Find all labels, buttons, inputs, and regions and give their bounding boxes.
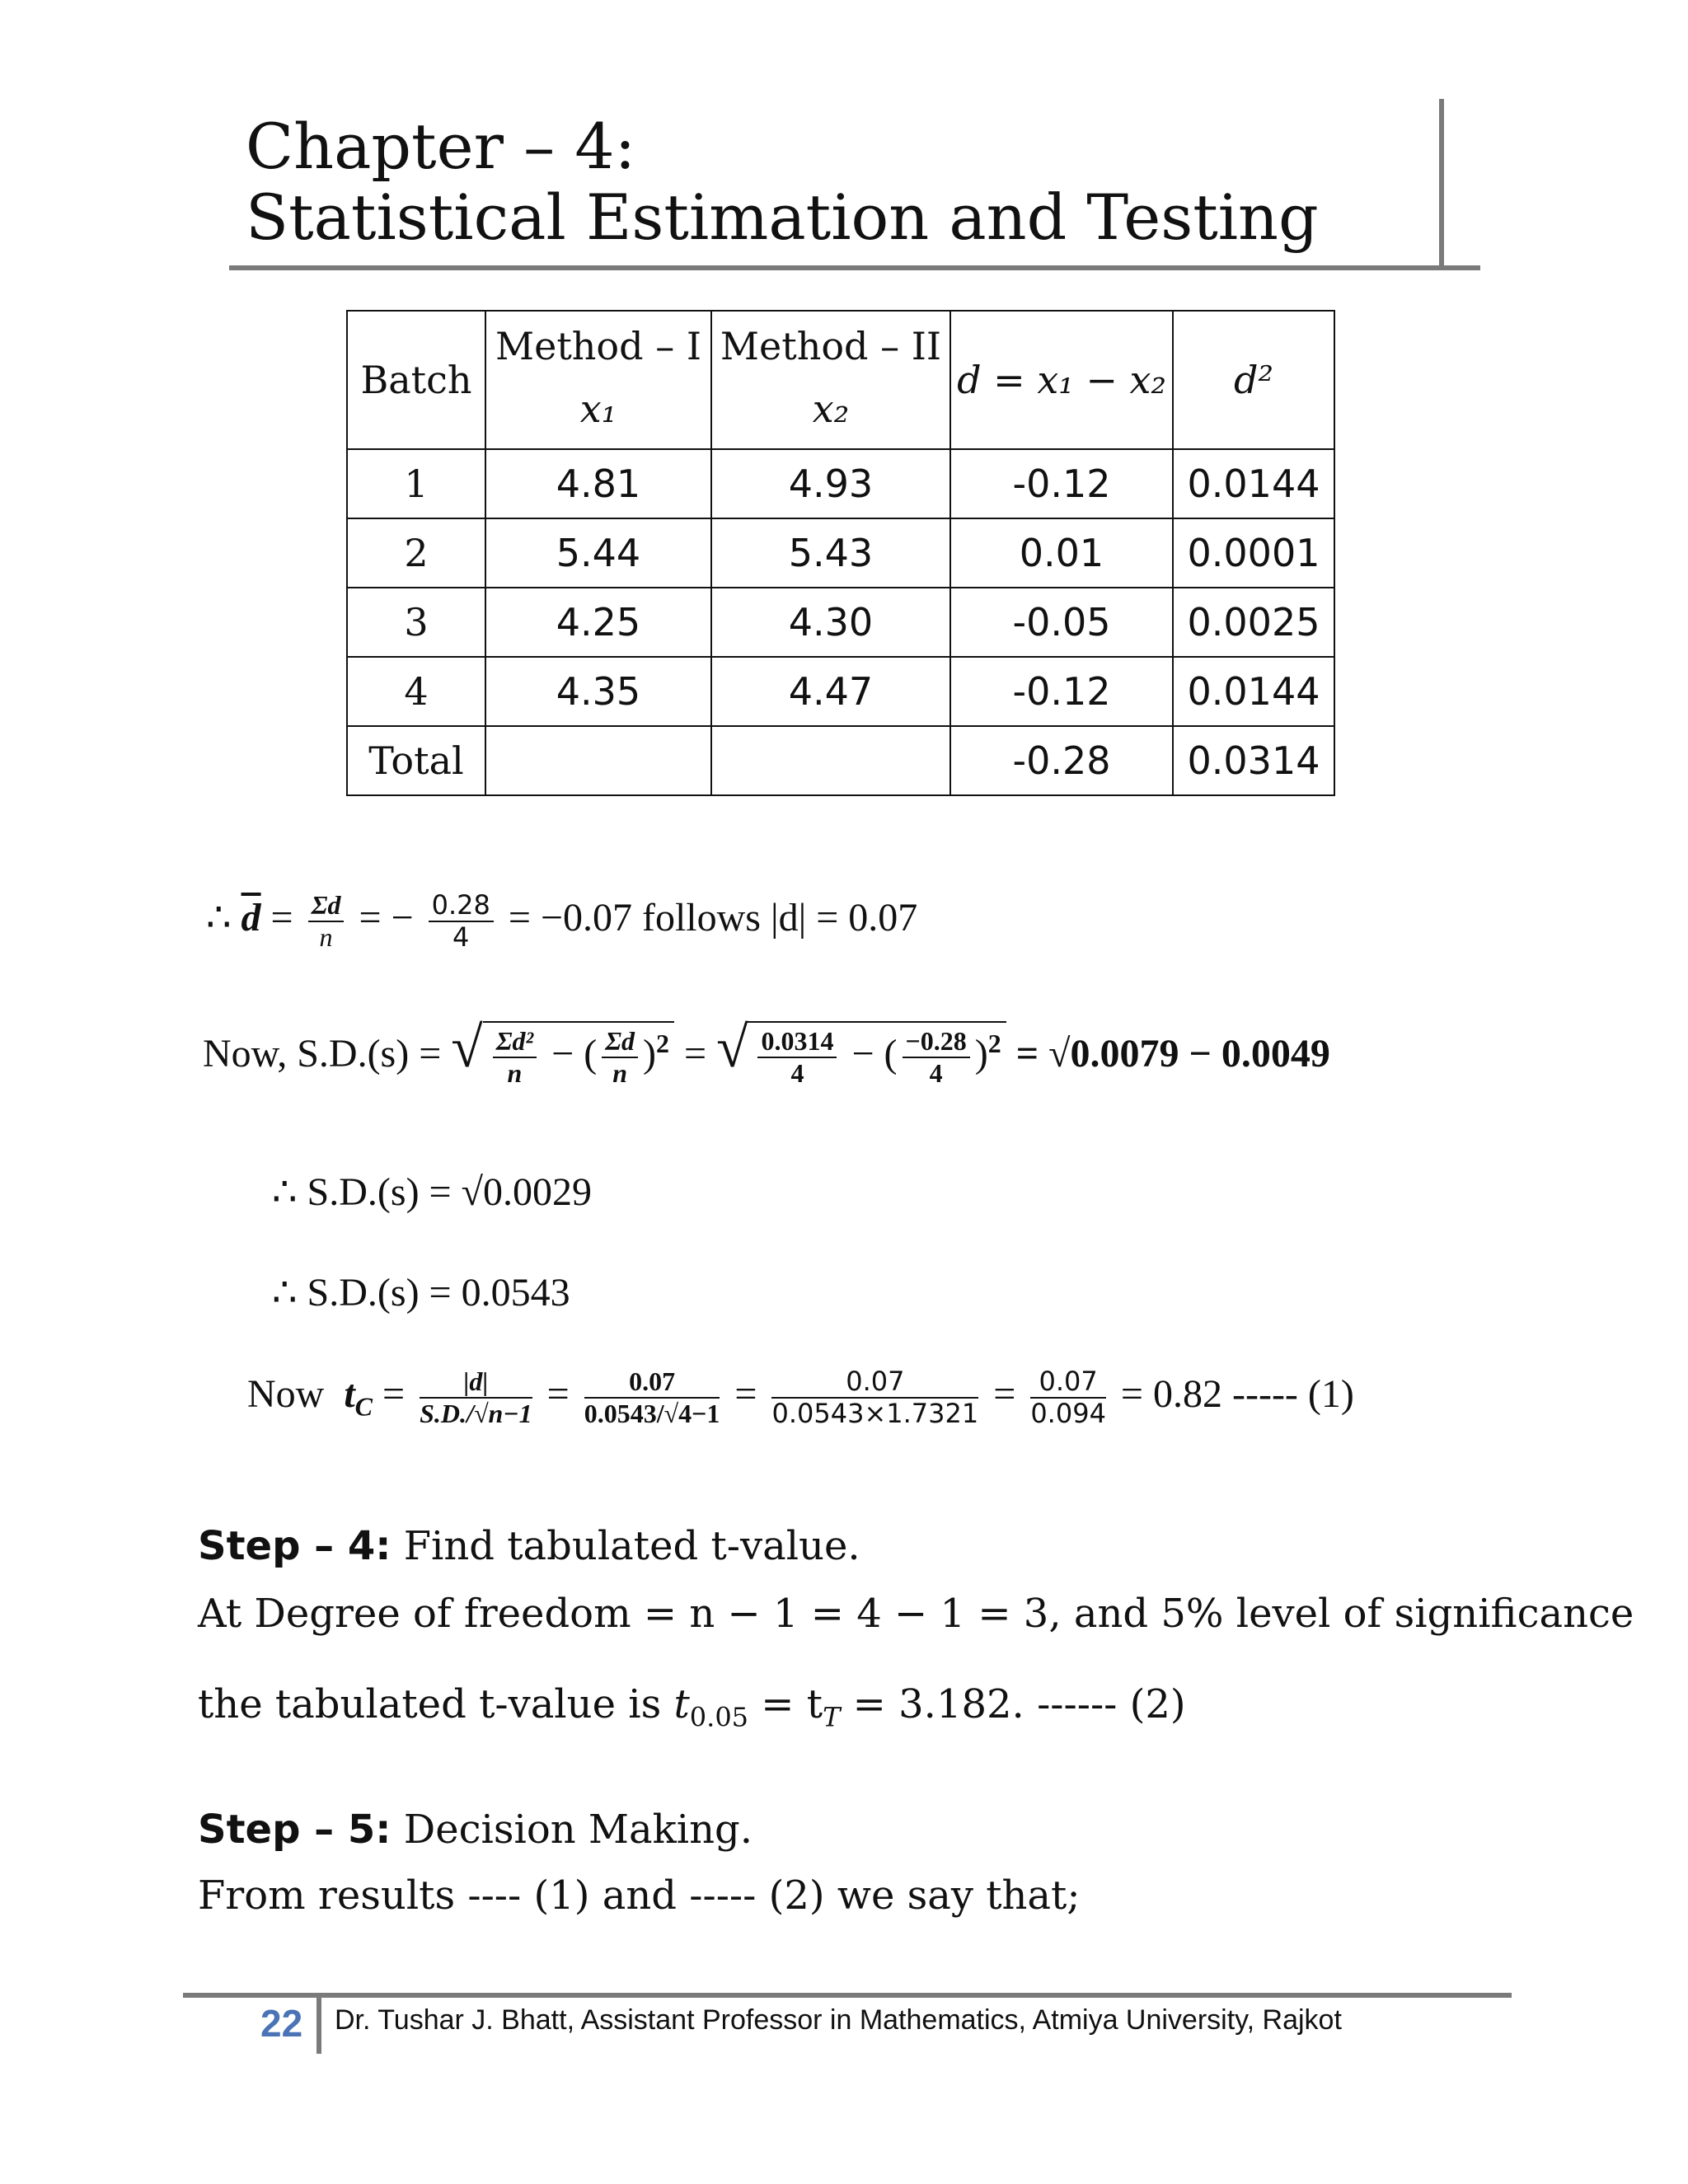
fraction-numerator: Σd [602,1026,638,1058]
header-batch: Batch [347,311,485,449]
cell-x2: 4.93 [711,449,950,518]
mean-difference-result: = −0.07 follows |d| = 0.07 [508,895,918,940]
sd-prefix: Now, S.D.(s) = [203,1032,442,1076]
table-row [347,588,1334,657]
fraction-denominator: 4 [452,921,470,953]
cell-d: -0.12 [950,657,1173,726]
fraction-denominator: n [507,1057,523,1088]
cell-x1: 5.44 [485,518,711,588]
t-subscript: 0.05 [689,1701,749,1733]
fraction-denominator: 4 [929,1057,943,1088]
cell-batch: 1 [347,449,485,518]
t-calculated-equation: Now $t_C$ = $\frac{|d|}{S.D./√n-1}$ = $\frac{0.07}{0.0543/√4-1}$ = $\frac{0.07}{0.0543\times 1.7321}$ = $\frac{0.07}{0.094}$ = 0.82 ----- (1) [247,1366,1354,1429]
sqrt-radicand: $\frac{0.0314}{4}$ − ( $\frac{-0.28}{4}$ )$^2$ [748,1021,1006,1092]
footer-side-bar [316,1993,321,2054]
table-header-row [347,311,1334,449]
tabulated-text: the tabulated t-value is [198,1681,674,1727]
cell-d: 0.01 [950,518,1173,588]
t-subscript: T [823,1701,841,1733]
equals-minus: = − [359,895,414,940]
sqrt-symbol: √ [451,1016,483,1080]
fraction-sum-d-over-n [602,1026,638,1089]
header-method-2-var: x₂ [812,387,850,431]
header-side-bar [1439,99,1444,270]
fraction-numerator: 0.0314 [757,1026,837,1058]
t-symbol: t [673,1681,690,1727]
step-5-title: Decision Making. [391,1807,753,1853]
sd-result: = √0.0079 − 0.0049 [1015,1032,1330,1076]
fraction-00314-over-4 [757,1026,837,1089]
fraction-numerator: 0.07 [584,1366,720,1399]
chapter-title: Statistical Estimation and Testing [246,180,1319,254]
page-number: 22 [260,2002,303,2045]
cell-x1: 4.35 [485,657,711,726]
header-d: d = x₁ − x₂ [950,311,1173,449]
fraction-denominator: 0.0543/√4−1 [584,1398,720,1428]
sd-sqrt-line: ∴ S.D.(s) = √0.0029 [272,1170,592,1214]
cell-batch: 2 [347,518,485,588]
footer-author: Dr. Tushar J. Bhatt, Assistant Professor in Mathematics, Atmiya University, Rajkot [335,2004,1342,2036]
cell-d: -0.28 [950,726,1173,795]
t-subscript: C [354,1391,373,1422]
cell-batch: 3 [347,588,485,657]
chapter-heading [246,111,1319,253]
sd-value-line: ∴ S.D.(s) = 0.0543 [272,1271,570,1315]
step-4-heading [198,1523,860,1569]
table-row [347,657,1334,726]
header-method-2 [711,311,950,449]
step-5-label: Step – 5: [198,1807,392,1853]
table-total-row [347,726,1334,795]
dbar-symbol: $\overline{d}$ [241,895,261,940]
cell-x1 [485,726,711,795]
fraction-numerator: 0.07 [771,1366,978,1399]
fraction-numerator: Σd² [493,1026,537,1058]
sqrt-radicand: $\frac{\text{Σd²}}{n}$ − ( $\frac{\Sigma d}{n}$ )$^2$ [483,1021,674,1092]
fraction-denominator: 4 [790,1057,804,1088]
fraction-sum-d2-over-n [493,1026,537,1089]
header-method-1-var: x₁ [579,387,617,431]
fraction-denominator: n [319,921,333,952]
cell-x2: 4.30 [711,588,950,657]
chapter-number: Chapter – 4: [246,110,636,183]
fraction-numerator: 0.07 [1030,1366,1106,1399]
t-calculated-result: = 0.82 ----- (1) [1120,1371,1354,1416]
now-label: Now [247,1371,325,1416]
cell-d-squared: 0.0314 [1173,726,1334,795]
tabulated-result: = 3.182. ------ (2) [840,1681,1186,1727]
fraction-sum-d-over-n [308,890,345,953]
fraction-numerator: |d| [420,1366,532,1399]
fraction-denominator: 0.094 [1030,1397,1106,1429]
fraction-denominator: S.D./√n−1 [420,1398,532,1428]
tabulated-t-value-line [198,1681,1186,1733]
cell-x1: 4.25 [485,588,711,657]
fraction-007-over-0094 [1030,1366,1106,1429]
header-d-squared: d² [1173,311,1334,449]
header-rule [229,265,1480,270]
step-4-title: Find tabulated t-value. [391,1523,860,1569]
decision-line: From results ---- (1) and ----- (2) we say that; [198,1872,1081,1919]
fraction-neg028-over-4 [903,1026,970,1089]
paired-data-table [346,310,1335,796]
step-5-heading [198,1807,753,1853]
degree-of-freedom-line: At Degree of freedom = n − 1 = 4 − 1 = 3, and 5% level of significance [198,1591,1634,1637]
table-row [347,449,1334,518]
cell-d-squared: 0.0001 [1173,518,1334,588]
cell-batch: Total [347,726,485,795]
fraction-numerator: 0.28 [429,890,494,922]
header-method-1 [485,311,711,449]
footer-rule [183,1993,1512,1998]
sqrt-symbol: √ [716,1016,748,1080]
cell-d: -0.05 [950,588,1173,657]
fraction-numerator: Σd [308,890,345,922]
cell-x2: 5.43 [711,518,950,588]
fraction-028-over-4 [429,890,494,953]
fraction-007-over-expr [584,1366,720,1429]
step-4-label: Step – 4: [198,1523,392,1569]
table-row [347,518,1334,588]
standard-deviation-equation: Now, S.D.(s) = √ $\frac{\text{Σd²}}{n}$ − ( $\frac{\Sigma d}{n}$ )$^2$ = √ $\frac{0.0314}{4}$ − ( $\frac{-0.28}{4}$ )$^2$ = √0.0079 − 0.0049 [203,1015,1330,1092]
cell-d-squared: 0.0144 [1173,449,1334,518]
cell-d-squared: 0.0025 [1173,588,1334,657]
fraction-numerator: −0.28 [903,1026,970,1058]
cell-batch: 4 [347,657,485,726]
header-method-1-label: Method – I [495,324,701,368]
equals-t: = t [748,1681,823,1727]
fraction-dbar-over-sd [420,1366,532,1429]
cell-x2 [711,726,950,795]
fraction-denominator: n [612,1057,627,1088]
fraction-denominator: 0.0543×1.7321 [771,1397,979,1429]
t-symbol: t [344,1371,355,1416]
cell-d-squared: 0.0144 [1173,657,1334,726]
cell-d: -0.12 [950,449,1173,518]
cell-x1: 4.81 [485,449,711,518]
fraction-007-over-product [771,1366,978,1429]
header-method-2-label: Method – II [720,324,942,368]
mean-difference-equation: ∴ $\overline{d}$ = $\frac{\Sigma d}{n}$ = − $\frac{0.28}{4}$ = −0.07 follows |d| = 0.07 [206,889,918,953]
cell-x2: 4.47 [711,657,950,726]
therefore-symbol: ∴ [206,895,232,940]
